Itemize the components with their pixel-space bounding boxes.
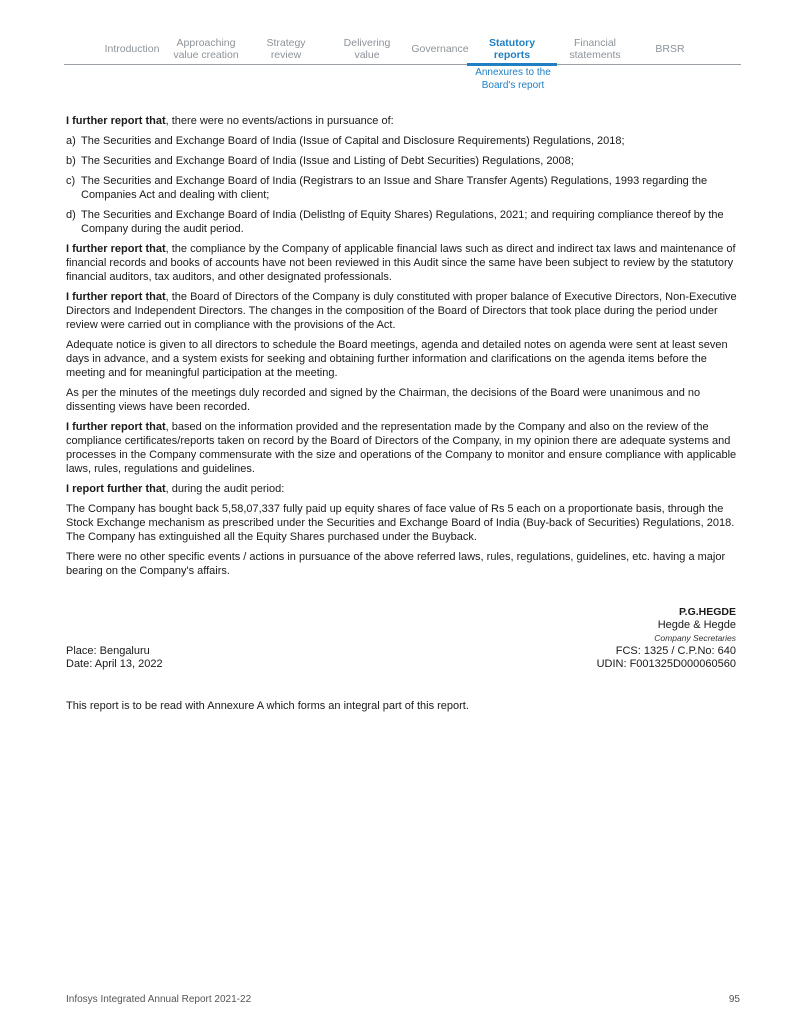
emphasis: I further report that xyxy=(66,421,166,433)
paragraph xyxy=(66,420,738,476)
list-text: The Securities and Exchange Board of India (Registrars to an Issue and Share Transfer Agents) Regulations, 1993 regarding the Companies Act and dealing with client; xyxy=(81,175,708,201)
paragraph-text: , the Board of Directors of the Company is duly constituted with proper balance of Executive Directors, Non-Executive Directors and Independent Directors. The changes in the composition of the Board of Directors that took place during the period under review were carried out in compliance with the provisions of the Act. xyxy=(66,291,737,331)
section-nav xyxy=(64,34,741,65)
footer-title: Infosys Integrated Annual Report 2021-22 xyxy=(66,994,252,1005)
place: Place: Bengaluru xyxy=(66,645,150,657)
tab-introduction[interactable]: Introduction xyxy=(104,43,160,55)
tab-brsr[interactable]: BRSR xyxy=(655,43,685,55)
signatory-name: P.G.HEGDE xyxy=(679,606,736,618)
udin: UDIN: F001325D000060560 xyxy=(596,658,736,670)
list-item xyxy=(66,154,738,168)
tab-strategy-review[interactable]: Strategy review xyxy=(266,37,306,61)
signatory-role: Company Secretaries xyxy=(654,633,736,643)
paragraph-text: , there were no events/actions in pursuance of: xyxy=(165,115,394,127)
signature-row xyxy=(66,645,736,658)
tab-statutory-reports[interactable]: Statutory reports xyxy=(467,34,557,64)
tab-governance[interactable]: Governance xyxy=(411,43,469,55)
list-marker: c) xyxy=(66,175,76,187)
paragraph-text: , based on the information provided and the representation made by the Company and also on the review of the compliance certificates/reports taken on record by the Board of Directors of the Company, in my opinion there are adequate systems and processes in the Company commensurate with the size and operations of the Company to monitor and ensure compliance with applicable laws, rules, regulations and guidelines. xyxy=(66,421,737,475)
paragraph xyxy=(66,290,738,332)
list-text: The Securities and Exchange Board of India (Issue of Capital and Disclosure Requirements) Regulations, 2018; xyxy=(81,135,625,147)
list-marker: d) xyxy=(66,209,76,221)
list-text: The Securities and Exchange Board of India (Issue and Listing of Debt Securities) Regulations, 2008; xyxy=(81,155,574,167)
list-marker: b) xyxy=(66,155,76,167)
list-item xyxy=(66,208,738,236)
report-body xyxy=(66,114,738,584)
paragraph xyxy=(66,482,738,496)
emphasis: I report further that xyxy=(66,483,166,495)
list-text: The Securities and Exchange Board of India (Delistlng of Equity Shares) Regulations, 2021; and requiring compliance thereof by the Company during the audit period. xyxy=(81,209,724,235)
paragraph: There were no other specific events / actions in pursuance of the above referred laws, rules, regulations, guidelines, etc. having a major bearing on the Company's affairs. xyxy=(66,551,726,577)
paragraph xyxy=(66,114,738,128)
paragraph: As per the minutes of the meetings duly recorded and signed by the Chairman, the decisions of the Board were unanimous and no dissenting views have been recorded. xyxy=(66,387,701,413)
page-footer xyxy=(66,994,740,1005)
paragraph: Adequate notice is given to all directors to schedule the Board meetings, agenda and detailed notes on agenda were sent at least seven days in advance, and a system exists for seeking and obtaining further information and clarifications on the agenda items before the meeting and for meaningful participation at the meeting. xyxy=(66,339,728,379)
paragraph-text: , the compliance by the Company of applicable financial laws such as direct and indirect tax laws and maintenance of financial records and books of accounts have not been reviewed in this Audit since the same have been subject to review by the statutory financial auditors, tax auditors, and other designated professionals. xyxy=(66,243,736,283)
annexure-note: This report is to be read with Annexure A which forms an integral part of this report. xyxy=(66,700,469,712)
tab-financial-statements[interactable]: Financial statements xyxy=(569,37,621,61)
paragraph-text: , during the audit period: xyxy=(165,483,285,495)
signature-block xyxy=(66,606,736,671)
emphasis: I further report that xyxy=(66,243,166,255)
list-item xyxy=(66,134,738,148)
signature-row xyxy=(66,658,736,671)
tab-delivering-value[interactable]: Delivering value xyxy=(343,37,391,61)
tab-approaching-value-creation[interactable]: Approaching value creation xyxy=(173,37,239,61)
signatory-firm: Hegde & Hegde xyxy=(657,619,736,631)
paragraph xyxy=(66,242,738,284)
emphasis: I further report that xyxy=(66,115,166,127)
emphasis: I further report that xyxy=(66,291,166,303)
date: Date: April 13, 2022 xyxy=(66,658,163,670)
list-marker: a) xyxy=(66,135,76,147)
paragraph: The Company has bought back 5,58,07,337 fully paid up equity shares of face value of Rs 5 each on a proportionate basis, through the Stock Exchange mechanism as prescribed under the Securities and Exchange Board of India (Buy-back of Securities) Regulations, 2018. The Company has extinguished all the Equity Shares purchased under the Buyback. xyxy=(66,503,735,543)
subnav-annexures-link[interactable]: Annexures to the Board's report xyxy=(475,67,551,91)
list-item xyxy=(66,174,738,202)
fcs-number: FCS: 1325 / C.P.No: 640 xyxy=(615,645,736,657)
page-number: 95 xyxy=(728,994,740,1005)
